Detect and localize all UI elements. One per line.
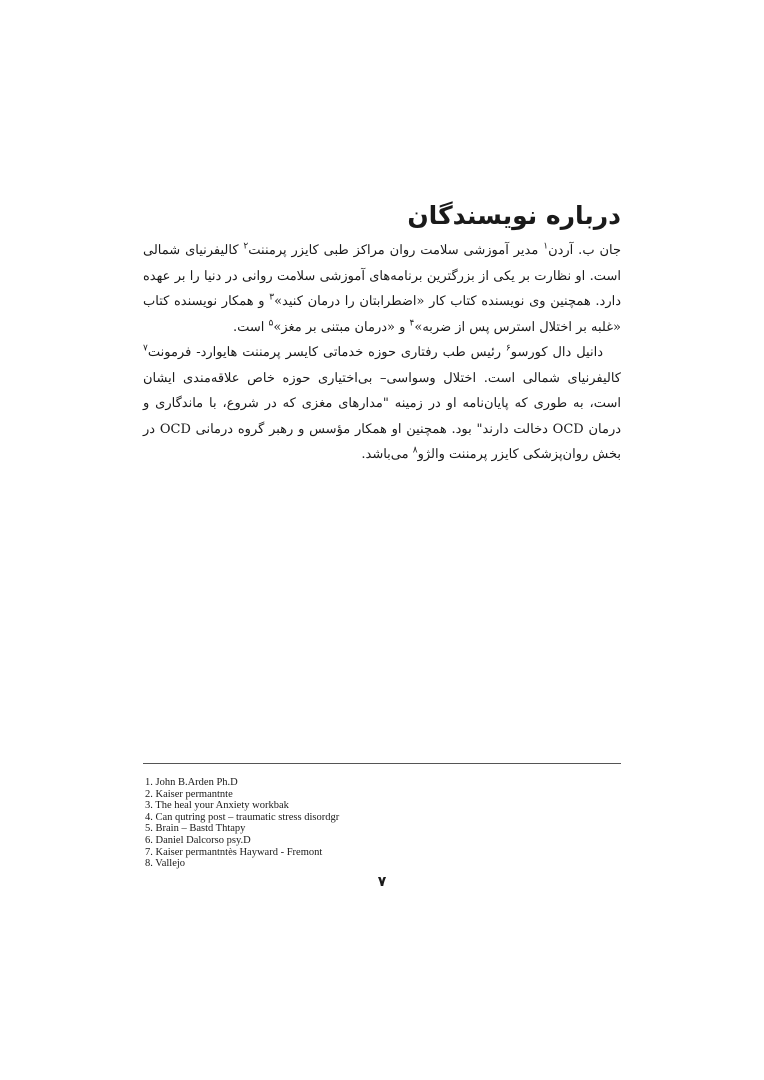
footnote-separator xyxy=(143,763,621,764)
footnote-item: 2. Kaiser permantnte xyxy=(145,788,233,800)
footnote-list xyxy=(145,777,605,870)
paragraph-text: می‌باشد. xyxy=(361,447,413,462)
paragraph-text: کالیفرنیای شمالی است. اختلال وسواسی– بی‌اختیاری حوزه خاص علاقه‌مندی ایشان است، به طوری که پایان‌نامه او در زمینه "مدارهای مغزی که در شروع، با ماندگاری و درمان OCD دخالت دارند" بود. همچنین او همکار مؤسس و رهبر گروه درمانی OCD در بخش روان‌پزشکی کایزر پرمننت والژو xyxy=(143,370,622,462)
paragraph-text: و همکار نویسنده کتاب «غلبه بر اختلال استرس پس از ضربه» xyxy=(143,294,621,335)
footnote-marker: ۴ xyxy=(409,318,415,329)
footnote-item: 6. Daniel Dalcorso psy.D xyxy=(145,834,251,846)
section-title: درباره نویسندگان xyxy=(407,201,621,230)
footnote-marker: ۵ xyxy=(268,318,274,329)
footnote-item: 1. John B.Arden Ph.D xyxy=(145,777,238,788)
footnote-marker: ۷ xyxy=(143,343,148,354)
footnote-marker: ۸ xyxy=(412,445,418,456)
footnote-item: 4. Can qutring post – traumatic stress disordgr xyxy=(145,811,340,823)
footnote-item: 3. The heal your Anxiety workbak xyxy=(145,800,289,812)
footnote-item: 5. Brain – Bastd Thtapy xyxy=(145,823,246,835)
paragraph-text: کالیفرنیای شمالی است. او نظارت بر یکی از بزرگترین برنامه‌های آموزشی سلامت روانی در دنیا را بر عهده دارد. همچنین وی نویسنده کتاب کار «اضطرابتان را درمان کنید» xyxy=(143,243,622,309)
paragraph-text: رئیس طب رفتاری حوزه خدماتی کایسر پرمننت هایوارد- فرمونت xyxy=(147,345,506,360)
author-paragraph-dalcorso xyxy=(143,340,621,468)
paragraph-text: جان ب. آردن xyxy=(548,243,621,258)
footnote-item: 7. Kaiser permantntès Hayward - Fremont xyxy=(145,846,323,858)
footnote-marker: ۳ xyxy=(269,292,275,303)
footnote-item: 8. Vallejo xyxy=(145,858,186,870)
paragraph-text: است. xyxy=(232,319,269,335)
footnote-marker: ۲ xyxy=(243,241,249,252)
footnote-marker: ۶ xyxy=(505,343,511,354)
page-number: ۷ xyxy=(377,874,387,890)
paragraph-text: مدیر آموزشی سلامت روان مراکز طبی کایزر پرمننت xyxy=(248,243,544,258)
paragraph-text: و «درمان مبتنی بر مغز» xyxy=(273,319,410,335)
author-paragraph-arden xyxy=(143,238,621,340)
main-content xyxy=(143,196,621,468)
footnote-marker: ۱ xyxy=(543,241,549,252)
paragraph-text: دانیل دال کورسو xyxy=(510,345,603,360)
